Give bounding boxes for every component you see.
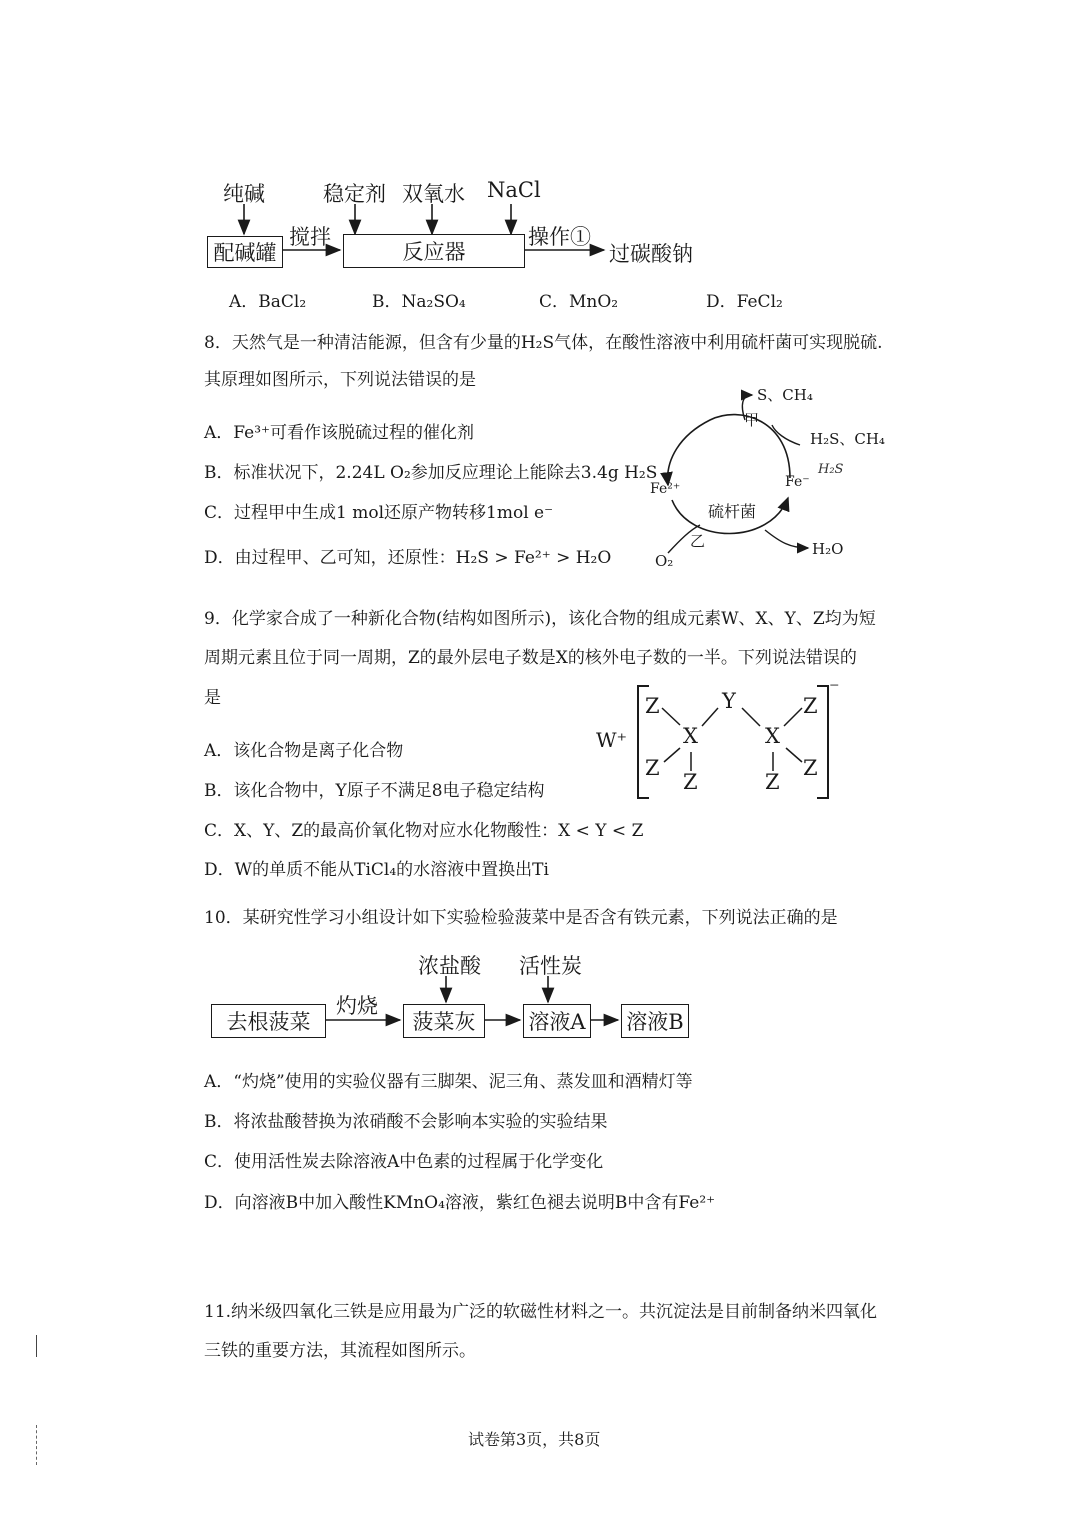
q9-atom-z: Z [803,756,818,780]
q10-input-hcl: 浓盐酸 [418,954,481,978]
q10-box-solution-b: 溶液B [621,1004,689,1038]
q11-stem-line2: 三铁的重要方法，其流程如图所示。 [204,1341,476,1361]
q9-stem-line1: 9．化学家合成了一种新化合物(结构如图所示)，该化合物的组成元素W、X、Y、Z均为短 [204,609,876,629]
q10-stem: 10．某研究性学习小组设计如下实验检验菠菜中是否含有铁元素，下列说法正确的是 [204,908,838,928]
margin-mark [36,1425,38,1465]
q9-option-a: A．该化合物是离子化合物 [204,741,404,761]
q9-stem-line2: 周期元素且位于同一周期，Z的最外层电子数是X的核外电子数的一半。下列说法错误的 [204,648,857,668]
q9-atom-z: Z [645,756,660,780]
q8-option-d: D．由过程甲、乙可知，还原性：H₂S > Fe²⁺ > H₂O [204,548,612,568]
q8-in-o2: O₂ [655,552,674,570]
page-footer: 试卷第3页，共8页 [468,1430,601,1449]
q9-cation: W⁺ [596,728,628,752]
q9-atom-z: Z [683,770,698,794]
q7-option-d: D．FeCl₂ [706,292,783,312]
q10-box-solution-a: 溶液A [523,1004,591,1038]
q10-box-ash: 菠菜灰 [403,1004,485,1038]
q8-option-b: B．标准状况下，2.24L O₂参加反应理论上能除去3.4g H₂S [204,463,658,483]
q8-in-right: H₂S、CH₄ [810,430,885,448]
q8-out-h2o: H₂O [812,540,844,558]
q7-option-c: C．MnO₂ [539,292,619,312]
flow1-box-reactor: 反应器 [343,234,525,268]
flow1-label-stir: 搅拌 [289,225,331,249]
q8-label-yi: 乙 [690,532,706,550]
flow1-box-alkali-tank: 配碱罐 [207,236,283,268]
margin-mark [36,1335,37,1357]
q9-stem-line3: 是 [204,688,221,708]
q8-fe3: Fe⁻ [785,474,810,490]
flow1-product: 过碳酸钠 [609,242,693,266]
flow1-input-stabilizer: 稳定剂 [323,182,386,206]
q8-stem-line2: 其原理如图所示，下列说法错误的是 [204,370,476,390]
q7-option-b: B．Na₂SO₄ [372,292,466,312]
q8-label-jia: 甲 [744,411,760,429]
q8-option-a: A．Fe³⁺可看作该脱硫过程的催化剂 [204,423,474,443]
q9-option-c: C．X、Y、Z的最高价氧化物对应水化物酸性：X < Y < Z [204,821,644,841]
flow1-label-operation: 操作① [528,225,591,249]
q9-charge: ⁻ [829,676,840,700]
q10-option-d: D．向溶液B中加入酸性KMnO₄溶液，紫红色褪去说明B中含有Fe²⁺ [204,1193,716,1213]
flow1-input-soda: 纯碱 [223,182,265,206]
q11-stem-line1: 11.纳米级四氧化三铁是应用最为广泛的软磁性材料之一。共沉淀法是目前制备纳米四氧化 [204,1302,878,1322]
q8-option-c: C．过程甲中生成1 mol还原产物转移1mol e⁻ [204,503,554,523]
q8-handwritten-h2s: H₂S [818,462,844,477]
q10-option-c: C．使用活性炭去除溶液A中色素的过程属于化学变化 [204,1152,604,1172]
q10-label-burn: 灼烧 [336,994,378,1018]
q9-option-d: D．W的单质不能从TiCl₄的水溶液中置换出Ti [204,860,549,880]
q9-atom-y: Y [722,689,736,713]
q8-out-top: S、CH₄ [757,386,813,404]
q10-option-b: B．将浓盐酸替换为浓硝酸不会影响本实验的实验结果 [204,1112,608,1132]
q9-atom-z: Z [645,694,660,718]
q8-fe2: Fe²⁺ [650,481,681,497]
flow1-input-h2o2: 双氧水 [402,182,465,206]
q8-stem-line1: 8．天然气是一种清洁能源，但含有少量的H₂S气体，在酸性溶液中利用硫杆菌可实现脱硫. [204,333,883,353]
q9-atom-x: X [765,724,780,748]
flow1-input-nacl: NaCl [487,178,541,202]
q10-input-carbon: 活性炭 [519,954,582,978]
q10-box-spinach: 去根菠菜 [211,1004,326,1038]
q9-option-b: B．该化合物中，Y原子不满足8电子稳定结构 [204,781,545,801]
q8-center-bacteria: 硫杆菌 [708,502,757,521]
q10-option-a: A．“灼烧”使用的实验仪器有三脚架、泥三角、蒸发皿和酒精灯等 [204,1072,693,1092]
q9-atom-z: Z [765,770,780,794]
q9-atom-z: Z [803,694,818,718]
q9-atom-x: X [683,724,698,748]
q7-option-a: A．BaCl₂ [229,292,307,312]
